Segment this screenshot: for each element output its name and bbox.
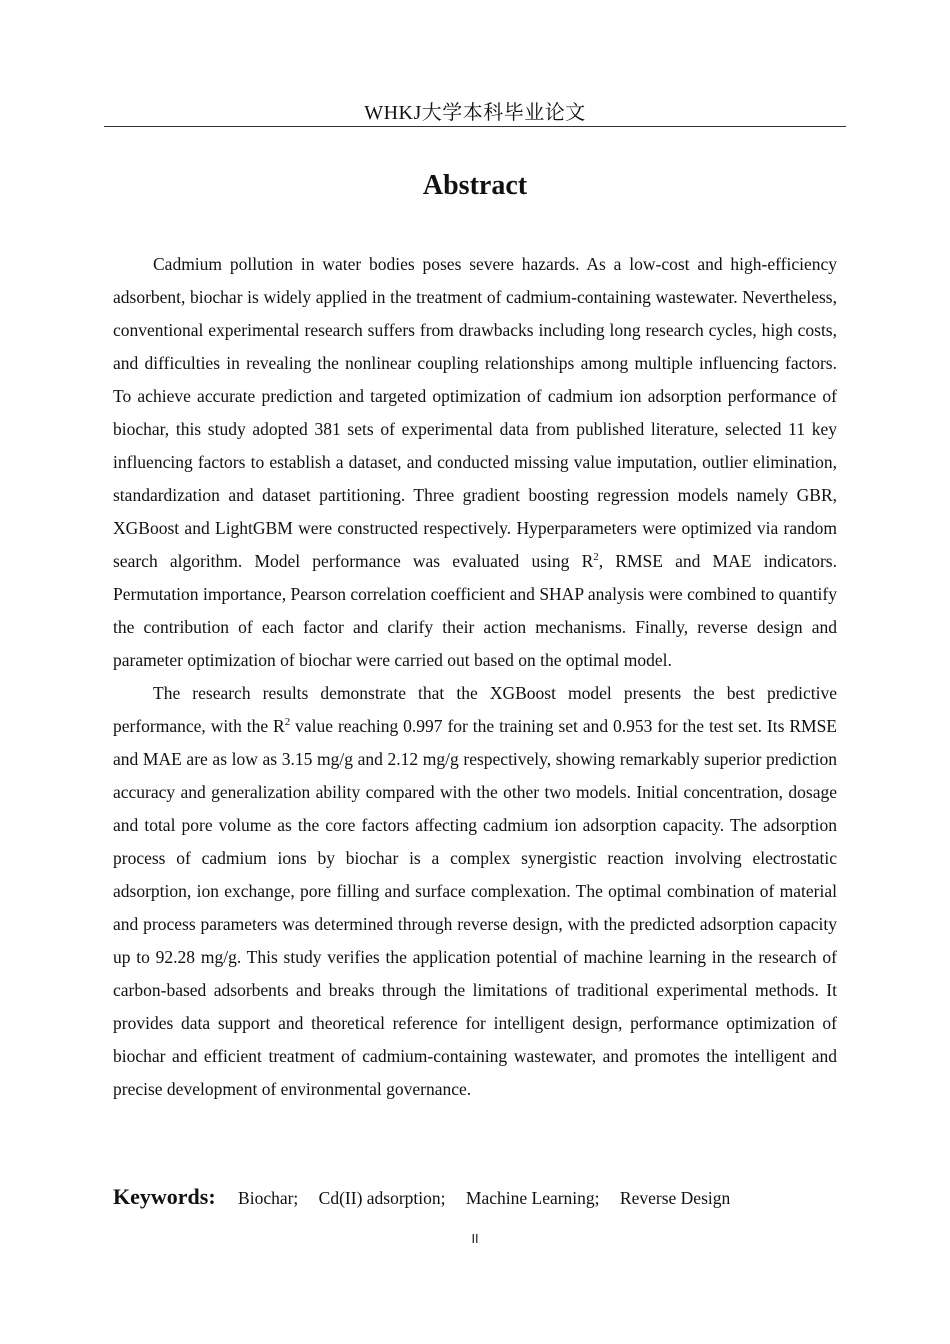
abstract-paragraph-2 [113,677,837,1106]
paragraph-2-text-a: The research results demonstrate that the XGBoost model presents the best predictive performance, with the R [113,683,837,736]
keyword-item: Biochar; [238,1188,299,1208]
superscript-2: 2 [593,551,599,564]
paragraph-1-text-a: Cadmium pollution in water bodies poses severe hazards. As a low-cost and high-efficiency adsorbent, biochar is widely applied in the treatment of cadmium-containing wastewater. Nevertheless, conventional experimental research suffers from drawbacks including long research cycles, high costs, and difficulties in revealing the nonlinear coupling relationships among multiple influencing factors. To achieve accurate prediction and targeted optimization of cadmium ion adsorption performance of biochar, this study adopted 381 sets of experimental data from published literature, selected 11 key influencing factors to establish a dataset, and conducted missing value imputation, outlier elimination, standardization and dataset partitioning. Three gradient boosting regression models namely GBR, XGBoost and LightGBM were constructed respectively. Hyperparameters were optimized via random search algorithm. Model performance was evaluated using R [113,254,837,571]
abstract-title: Abstract [422,170,528,201]
keyword-item: Machine Learning; [465,1188,600,1208]
header-divider [104,126,846,127]
running-header: WHKJ大学本科毕业论文 [364,102,586,124]
keywords-label: Keywords: [113,1184,216,1209]
abstract-paragraph-1 [113,248,837,677]
paragraph-1-text-b: , RMSE and MAE indicators. Permutation importance, Pearson correlation coefficient and SHAP analysis were combined to quantify the contribution of each factor and clarify their action mechanisms. Finally, reverse design and parameter optimization of biochar were carried out based on the optimal model. [113,551,837,670]
superscript-2: 2 [284,716,291,729]
abstract-body [113,248,837,1106]
paragraph-2-text-b: value reaching 0.997 for the training set and 0.953 for the test set. Its RMSE and MAE are as low as 3.15 mg/g and 2.12 mg/g respectively, showing remarkably superior prediction accuracy and generalization ability compared with the other two models. Initial concentration, dosage and total pore volume as the core factors affecting cadmium ion adsorption capacity. The adsorption process of cadmium ions by biochar is a complex synergistic reaction involving electrostatic adsorption, ion exchange, pore filling and surface complexation. The optimal combination of material and process parameters was determined through reverse design, with the predicted adsorption capacity up to 92.28 mg/g. This study verifies the application potential of machine learning in the research of carbon-based adsorbents and breaks through the limitations of traditional experimental methods. It provides data support and theoretical reference for intelligent design, performance optimization of biochar and efficient treatment of cadmium-containing wastewater, and promotes the intelligent and precise development of environmental governance. [113,716,837,1099]
keyword-item: Cd(II) adsorption; [318,1188,446,1208]
keyword-item: Reverse Design [619,1188,731,1208]
keywords-line [113,1184,837,1210]
page-number: II [471,1232,479,1246]
